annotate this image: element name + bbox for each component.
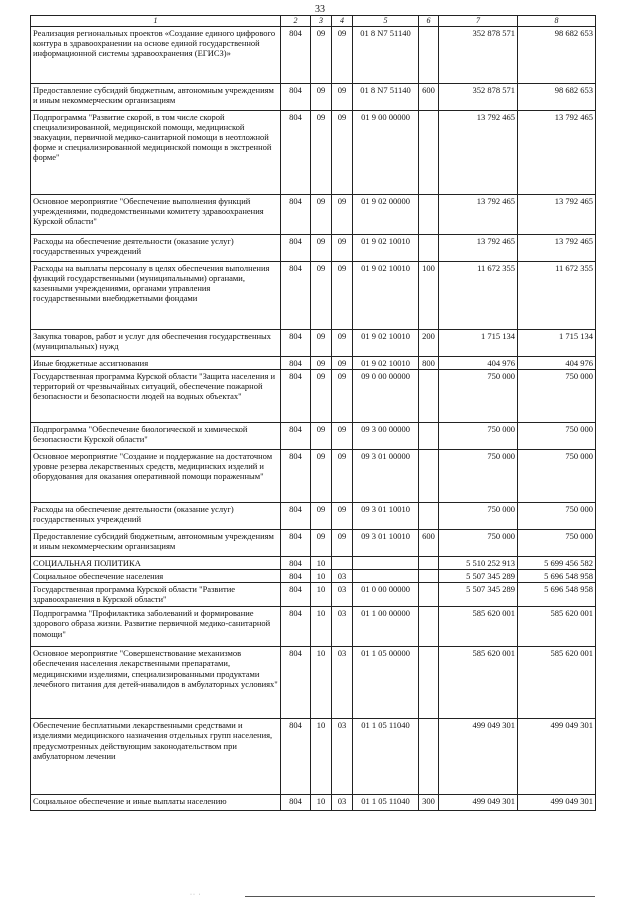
- column-header: 2: [281, 16, 311, 27]
- row-value-cell: [419, 719, 439, 795]
- table-row: [31, 110, 596, 194]
- row-value-cell: [419, 369, 439, 422]
- row-value-cell: 01 9 02 00000: [353, 194, 419, 234]
- row-value-cell: 804: [281, 234, 311, 261]
- column-header: 1: [31, 16, 281, 27]
- row-value-cell: 09: [332, 356, 353, 369]
- table-row: [31, 234, 596, 261]
- row-value-cell: 09: [332, 110, 353, 194]
- row-value-cell: 13 792 465: [439, 194, 518, 234]
- column-header: 4: [332, 16, 353, 27]
- row-name-cell: Государственная программа Курской области "Защита населения и территорий от чрезвычайных ситуаций, обеспечение пожарной безопасности и безопасности людей на водных объектах": [31, 369, 281, 422]
- table-row: [31, 369, 596, 422]
- row-value-cell: 03: [332, 795, 353, 811]
- row-value-cell: 01 1 05 11040: [353, 795, 419, 811]
- row-value-cell: 09: [311, 529, 332, 556]
- row-value-cell: 09: [311, 369, 332, 422]
- row-name-cell: Предоставление субсидий бюджетным, автономным учреждениям и иным некоммерческим организациям: [31, 529, 281, 556]
- row-value-cell: 200: [419, 329, 439, 356]
- table-row: [31, 569, 596, 582]
- footer-dots: ·· ·: [190, 892, 202, 898]
- row-value-cell: 98 682 653: [518, 83, 596, 110]
- row-value-cell: 804: [281, 719, 311, 795]
- row-value-cell: [353, 569, 419, 582]
- row-value-cell: [419, 194, 439, 234]
- row-value-cell: 03: [332, 569, 353, 582]
- row-value-cell: 804: [281, 356, 311, 369]
- row-name-cell: Основное мероприятие "Совершенствование механизмов обеспечения населения лекарственными препаратами, медицинскими изделиями, специализированными продуктами лечебного питания для детей-инвалидов в амбулаторных условиях": [31, 647, 281, 719]
- column-header: 7: [439, 16, 518, 27]
- budget-table: [30, 15, 596, 811]
- row-value-cell: 09: [332, 502, 353, 529]
- row-value-cell: 585 620 001: [439, 607, 518, 647]
- row-value-cell: 750 000: [439, 422, 518, 449]
- row-value-cell: 10: [311, 569, 332, 582]
- row-value-cell: [419, 502, 439, 529]
- row-value-cell: 09: [332, 369, 353, 422]
- row-value-cell: [332, 556, 353, 569]
- row-value-cell: 804: [281, 647, 311, 719]
- row-value-cell: 750 000: [518, 529, 596, 556]
- row-value-cell: 11 672 355: [439, 261, 518, 329]
- row-name-cell: Подпрограмма "Обеспечение биологической и химической безопасности Курской области": [31, 422, 281, 449]
- row-value-cell: 804: [281, 422, 311, 449]
- row-value-cell: 09: [311, 234, 332, 261]
- row-value-cell: 750 000: [518, 369, 596, 422]
- table-row: [31, 194, 596, 234]
- row-value-cell: 404 976: [518, 356, 596, 369]
- row-value-cell: 804: [281, 795, 311, 811]
- row-value-cell: 09: [311, 329, 332, 356]
- row-value-cell: 800: [419, 356, 439, 369]
- row-value-cell: 404 976: [439, 356, 518, 369]
- row-value-cell: 1 715 134: [439, 329, 518, 356]
- row-value-cell: 499 049 301: [439, 719, 518, 795]
- row-value-cell: 09 0 00 00000: [353, 369, 419, 422]
- row-value-cell: 11 672 355: [518, 261, 596, 329]
- row-value-cell: 09: [311, 449, 332, 502]
- row-value-cell: 01 1 05 11040: [353, 719, 419, 795]
- row-value-cell: [419, 647, 439, 719]
- row-value-cell: 300: [419, 795, 439, 811]
- row-value-cell: 804: [281, 83, 311, 110]
- row-value-cell: 5 699 456 582: [518, 556, 596, 569]
- table-row: [31, 329, 596, 356]
- row-value-cell: 09 3 01 10010: [353, 529, 419, 556]
- column-header: 8: [518, 16, 596, 27]
- row-value-cell: 01 8 N7 51140: [353, 83, 419, 110]
- column-number-header-row: [31, 16, 596, 27]
- row-value-cell: 352 878 571: [439, 83, 518, 110]
- row-value-cell: 03: [332, 607, 353, 647]
- row-value-cell: 585 620 001: [518, 607, 596, 647]
- table-row: [31, 607, 596, 647]
- row-value-cell: 585 620 001: [518, 647, 596, 719]
- row-value-cell: [419, 234, 439, 261]
- row-value-cell: 13 792 465: [439, 110, 518, 194]
- row-value-cell: 09: [332, 234, 353, 261]
- row-value-cell: 13 792 465: [518, 234, 596, 261]
- row-name-cell: Расходы на обеспечение деятельности (оказание услуг) государственных учреждений: [31, 234, 281, 261]
- row-value-cell: 03: [332, 647, 353, 719]
- row-value-cell: [419, 449, 439, 502]
- row-value-cell: [419, 556, 439, 569]
- row-value-cell: 01 9 02 10010: [353, 261, 419, 329]
- row-name-cell: Подпрограмма "Развитие скорой, в том числе скорой специализированной, медицинской помощи, медицинской эвакуации, первичной медико-санитарной помощи в неотложной форме и специализированной медицинской помощи в экстренной форме": [31, 110, 281, 194]
- row-name-cell: Социальное обеспечение населения: [31, 569, 281, 582]
- row-value-cell: 499 049 301: [518, 795, 596, 811]
- row-value-cell: 600: [419, 83, 439, 110]
- table-row: [31, 83, 596, 110]
- row-value-cell: 750 000: [518, 502, 596, 529]
- row-value-cell: 09: [332, 329, 353, 356]
- row-name-cell: Основное мероприятие "Создание и поддержание на достаточном уровне резерва лекарственных средств, медицинских изделий и оборудования для оказания оперативной помощи пораженным": [31, 449, 281, 502]
- row-value-cell: 01 9 02 10010: [353, 329, 419, 356]
- column-header: 6: [419, 16, 439, 27]
- row-value-cell: 03: [332, 583, 353, 607]
- row-value-cell: [419, 583, 439, 607]
- row-value-cell: [419, 26, 439, 83]
- row-name-cell: Расходы на выплаты персоналу в целях обеспечения выполнения функций государственными (муниципальными) органами, казенными учреждениями, органами управления государственными внебюджетными фондами: [31, 261, 281, 329]
- row-value-cell: 09: [332, 194, 353, 234]
- column-header: 3: [311, 16, 332, 27]
- row-value-cell: 804: [281, 194, 311, 234]
- row-value-cell: [353, 556, 419, 569]
- row-value-cell: 5 507 345 289: [439, 583, 518, 607]
- table-row: [31, 647, 596, 719]
- table-row: [31, 26, 596, 83]
- row-name-cell: Обеспечение бесплатными лекарственными средствами и изделиями медицинского назначения отдельных групп населения, предусмотренных действующим законодательством при амбулаторном лечении: [31, 719, 281, 795]
- row-value-cell: 352 878 571: [439, 26, 518, 83]
- row-value-cell: 13 792 465: [518, 110, 596, 194]
- row-value-cell: 750 000: [439, 502, 518, 529]
- row-value-cell: [419, 422, 439, 449]
- row-value-cell: 499 049 301: [439, 795, 518, 811]
- row-value-cell: 09 3 01 00000: [353, 449, 419, 502]
- row-value-cell: 10: [311, 607, 332, 647]
- row-value-cell: 09: [311, 194, 332, 234]
- row-value-cell: 10: [311, 719, 332, 795]
- row-value-cell: 585 620 001: [439, 647, 518, 719]
- row-name-cell: Государственная программа Курской области "Развитие здравоохранения в Курской области": [31, 583, 281, 607]
- table-row: [31, 583, 596, 607]
- row-value-cell: 01 9 02 10010: [353, 234, 419, 261]
- table-row: [31, 356, 596, 369]
- row-value-cell: 100: [419, 261, 439, 329]
- table-row: [31, 449, 596, 502]
- table-row: [31, 719, 596, 795]
- row-value-cell: 750 000: [518, 422, 596, 449]
- row-value-cell: 804: [281, 569, 311, 582]
- row-value-cell: 10: [311, 583, 332, 607]
- table-row: [31, 422, 596, 449]
- row-name-cell: Социальное обеспечение и иные выплаты населению: [31, 795, 281, 811]
- row-value-cell: 804: [281, 261, 311, 329]
- row-value-cell: 09: [332, 449, 353, 502]
- table-row: [31, 795, 596, 811]
- page-number: 33: [315, 4, 325, 15]
- row-value-cell: 804: [281, 529, 311, 556]
- row-name-cell: Иные бюджетные ассигнования: [31, 356, 281, 369]
- row-value-cell: 98 682 653: [518, 26, 596, 83]
- row-value-cell: 10: [311, 556, 332, 569]
- row-value-cell: 09: [332, 83, 353, 110]
- row-value-cell: [419, 569, 439, 582]
- row-value-cell: 804: [281, 329, 311, 356]
- row-value-cell: 09: [332, 26, 353, 83]
- row-value-cell: 1 715 134: [518, 329, 596, 356]
- row-value-cell: 09: [311, 26, 332, 83]
- table-row: [31, 556, 596, 569]
- row-name-cell: Предоставление субсидий бюджетным, автономным учреждениям и иным некоммерческим организациям: [31, 83, 281, 110]
- row-name-cell: Закупка товаров, работ и услуг для обеспечения государственных (муниципальных) нужд: [31, 329, 281, 356]
- row-value-cell: 09: [311, 83, 332, 110]
- row-value-cell: 01 0 00 00000: [353, 583, 419, 607]
- row-value-cell: 13 792 465: [518, 194, 596, 234]
- row-value-cell: 804: [281, 502, 311, 529]
- table-row: [31, 261, 596, 329]
- row-value-cell: 01 8 N7 51140: [353, 26, 419, 83]
- row-value-cell: 09: [332, 261, 353, 329]
- row-value-cell: 750 000: [518, 449, 596, 502]
- row-value-cell: 5 696 548 958: [518, 569, 596, 582]
- row-value-cell: [419, 110, 439, 194]
- row-value-cell: 804: [281, 26, 311, 83]
- row-value-cell: 13 792 465: [439, 234, 518, 261]
- row-value-cell: 804: [281, 369, 311, 422]
- row-value-cell: 10: [311, 647, 332, 719]
- footer-rule: [245, 896, 595, 897]
- row-name-cell: Расходы на обеспечение деятельности (оказание услуг) государственных учреждений: [31, 502, 281, 529]
- row-value-cell: 09: [311, 502, 332, 529]
- column-header: 5: [353, 16, 419, 27]
- row-value-cell: 804: [281, 449, 311, 502]
- row-name-cell: СОЦИАЛЬНАЯ ПОЛИТИКА: [31, 556, 281, 569]
- row-value-cell: 750 000: [439, 529, 518, 556]
- row-value-cell: 01 1 05 00000: [353, 647, 419, 719]
- row-value-cell: 804: [281, 607, 311, 647]
- row-value-cell: 10: [311, 795, 332, 811]
- table-row: [31, 529, 596, 556]
- row-name-cell: Подпрограмма "Профилактика заболеваний и формирование здорового образа жизни. Развитие первичной медико-санитарной помощи": [31, 607, 281, 647]
- row-value-cell: 01 9 02 10010: [353, 356, 419, 369]
- row-value-cell: 09: [311, 356, 332, 369]
- row-value-cell: 804: [281, 556, 311, 569]
- row-value-cell: 09: [311, 110, 332, 194]
- row-value-cell: 09 3 00 00000: [353, 422, 419, 449]
- table-row: [31, 502, 596, 529]
- row-value-cell: 09: [311, 261, 332, 329]
- row-value-cell: 750 000: [439, 369, 518, 422]
- row-value-cell: 09 3 01 10010: [353, 502, 419, 529]
- row-value-cell: 09: [332, 422, 353, 449]
- row-name-cell: Основное мероприятие "Обеспечение выполнения функций учреждениями, подведомственными комитету здравоохранения Курской области": [31, 194, 281, 234]
- row-value-cell: 804: [281, 110, 311, 194]
- row-value-cell: 5 510 252 913: [439, 556, 518, 569]
- row-value-cell: 804: [281, 583, 311, 607]
- row-value-cell: 03: [332, 719, 353, 795]
- row-value-cell: 09: [332, 529, 353, 556]
- row-value-cell: 5 507 345 289: [439, 569, 518, 582]
- row-value-cell: 01 1 00 00000: [353, 607, 419, 647]
- row-value-cell: 09: [311, 422, 332, 449]
- row-name-cell: Реализация региональных проектов «Создание единого цифрового контура в здравоохранении на основе единой государственной информационной системы здравоохранения (ЕГИСЗ)»: [31, 26, 281, 83]
- row-value-cell: 01 9 00 00000: [353, 110, 419, 194]
- row-value-cell: 5 696 548 958: [518, 583, 596, 607]
- row-value-cell: 750 000: [439, 449, 518, 502]
- row-value-cell: [419, 607, 439, 647]
- row-value-cell: 499 049 301: [518, 719, 596, 795]
- row-value-cell: 600: [419, 529, 439, 556]
